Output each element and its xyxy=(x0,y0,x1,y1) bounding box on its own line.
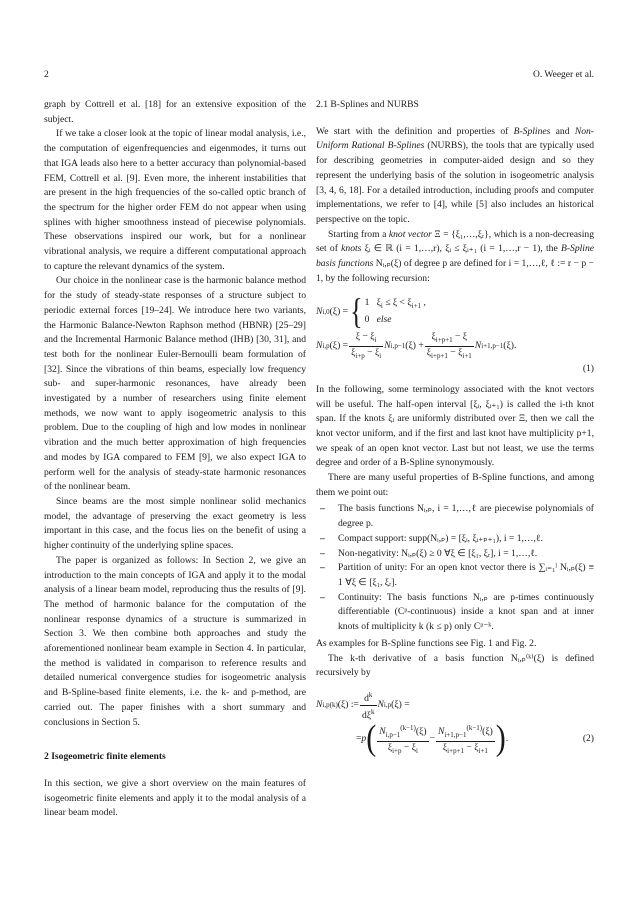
section-title: 2 Isogeometric finite elements xyxy=(44,751,166,763)
subsection-title: 2.1 B-Splines and NURBS xyxy=(316,99,419,110)
running-authors: O. Weeger et al. xyxy=(532,70,594,80)
paragraph: graph by Cottrell et al. [18] for an extensive exposition of the subject. xyxy=(44,99,306,125)
property-list xyxy=(316,502,594,634)
equation-number: (2) xyxy=(582,733,594,745)
paragraph: The paper is organized as follows: In Section 2, we give an introduction to the main concepts of IGA and apply it to the modal analysis of a linear beam model, reproducing thus the results of [9]. The method of harmonic balance for the computation of the nonlinear response dynamics of a structure is summarized in Section 3. We then combine both approaches and study the aforementioned nonlinear beam example in Section 4. In particular, the method is validated in comparison to reference results and detailed numerical convergence studies for isogeometric analysis and B-Spline-based finite elements, i.e. the k- and p-method, are carried out. The paper finishes with a short summary and conclusions in Section 5. xyxy=(44,554,306,728)
equation-number: (1) xyxy=(582,363,594,375)
paragraph: Starting from a knot vector Ξ = {ξ₁,…,ξᵣ}, which is a non-decreasing set of knots ξᵢ ∈ ℝ (i = 1,…,r), ξᵢ ≤ ξᵢ₊₁ (i = 1,…,r − 1), the B-Spline basis functions Nᵢ,ₚ(ξ) of degree p are defined for i = 1,…,ℓ, ℓ := r − p − 1, by the following recursion: xyxy=(316,228,595,284)
paragraph: In the following, some terminology associated with the knot vectors will be useful. The half-open interval [ξᵢ, ξᵢ₊₁) is called the i-th knot span. If the knots ξᵢ are uniformly distributed over Ξ, then we call the knot vector uniform, and if the first and last knot have multiplicity p+1, we speak of an open knot vector. Last but not least, we use the terms degree and order of a B-Spline synonymously. xyxy=(316,383,594,469)
page-number: 2 xyxy=(44,70,49,80)
equation-2: N i,p (k) (ξ) := $\frac{d^k}{d\xi^k}$ N i,p (ξ) = = p ( $\frac{N_{i,p-1}^{(k-1)}(\xi)}{\xi_{i+p} - \xi_i}$ − $\frac{N_{i+1,p-1}^{(k-1)}(\xi)}{\xi_{i+p+1} - \xi_{i+1}}$ ) . (2) xyxy=(316,690,594,759)
list-item: – Compact support: supp(Nᵢ,ₚ) = [ξᵢ, ξᵢ₊ₚ₊₁), i = 1,…,ℓ. xyxy=(338,532,594,547)
right-column xyxy=(316,98,594,763)
list-item: – The basis functions Nᵢ,ₚ, i = 1,…,ℓ are piecewise polynomials of degree p. xyxy=(338,502,594,531)
list-item: – Non-negativity: Nᵢ,ₚ(ξ) ≥ 0 ∀ξ ∈ [ξ₁, ξᵣ], i = 1,…,ℓ. xyxy=(338,547,594,562)
paragraph: The k-th derivative of a basis function Nᵢ,ₚ⁽ᵏ⁾(ξ) is defined recursively by xyxy=(316,652,594,679)
paragraph: Since beams are the most simple nonlinear solid mechanics model, the advantage of preserving the exact geometry is less important in this case, and the focus lies on the benefit of using a higher continuity of the underlying spline spaces. xyxy=(44,495,306,552)
page-header xyxy=(44,70,594,84)
left-column xyxy=(44,98,306,821)
paragraph: There are many useful properties of B-Spline functions, and among them we point out: xyxy=(316,472,594,498)
paragraph: If we take a closer look at the topic of linear modal analysis, i.e., the computation of eigenfrequencies and eigenmodes, it turns out that IGA leads also here to a better accuracy than polynomial-based FEM, Cottrell et al. [9]. Even more, the inherent instabilities that are present in the high frequencies of the so-called optic branch of the spectrum for the higher order FEM do not appear when using splines with higher smoothness instead of piecewise polynomials. These observations inspired our work, but for a nonlinear vibrational analysis, we require a different computational approach to capture the relevant dynamics of the system. xyxy=(44,128,306,272)
paragraph: We start with the definition and properties of B-Splines and Non-Uniform Rational B-Splines (NURBS), the tools that are typically used for describing geometries in computer-aided design and so they represent the underlying basis of the solution in isogeometric analysis [3, 4, 6, 18]. For a detailed introduction, including proofs and computer implementations, we refer to [4], while [5] also includes an historical perspective on the topic. xyxy=(316,125,594,225)
list-item: – Continuity: The basis functions Nᵢ,ₚ are p-times continuously differentiable (Cᵖ-continuous) inside a knot span and at inner knots of multiplicity k (k ≤ p) only Cᵖ⁻ᵏ. xyxy=(338,591,594,635)
equation-1: N i,0 (ξ) = { 1 $\xi_i \le \xi < \xi_{i+1}$ , 0 else N i,p (ξ) = $\frac{\xi - \xi_i}{\xi_{i+p} - \xi_i}$ N i,p−1 (ξ) + $\frac{\xi_{i+p+1} - \xi}{\xi_{i+p+1} - \xi_{i+1}}$ N i+1,p−1 (ξ). (1) xyxy=(316,296,594,376)
paragraph: In this section, we give a short overview on the main features of isogeometric finite elements and apply it to the modal analysis of a linear beam model. xyxy=(44,777,306,819)
paragraph: Our choice in the nonlinear case is the harmonic balance method for the study of steady-state responses of a structure subject to periodic external forces [19–24]. We introduce here two variants, the Harmonic Balance-Newton Raphson method (HBNR) [25–29] and the Incremental Harmonic Balance method (IHB) [30, 31], and test both for the nonlinear Euler-Bernoulli beam formulation of [32]. Since the vibrations of thin beams, especially low frequency sub- and super-harmonic resonances, have already been investigated by a number of researchers using finite element methods, we now want to apply isogeometric analysis to this problem. Due to the coupling of high and low modes in nonlinear vibration and the much better approximation of high frequencies and modes by IGA compared to FEM [9], we also expect IGA to perform well for the analysis of steady-state harmonic resonances of the nonlinear beam. xyxy=(44,275,306,493)
list-item: – Partition of unity: For an open knot vector there is ∑ᵢ₌₁ˡ Nᵢ,ₚ(ξ) ≡ 1 ∀ξ ∈ [ξ₁, ξᵣ]. xyxy=(338,561,594,590)
paragraph: As examples for B-Spline functions see Fig. 1 and Fig. 2. xyxy=(316,637,537,649)
